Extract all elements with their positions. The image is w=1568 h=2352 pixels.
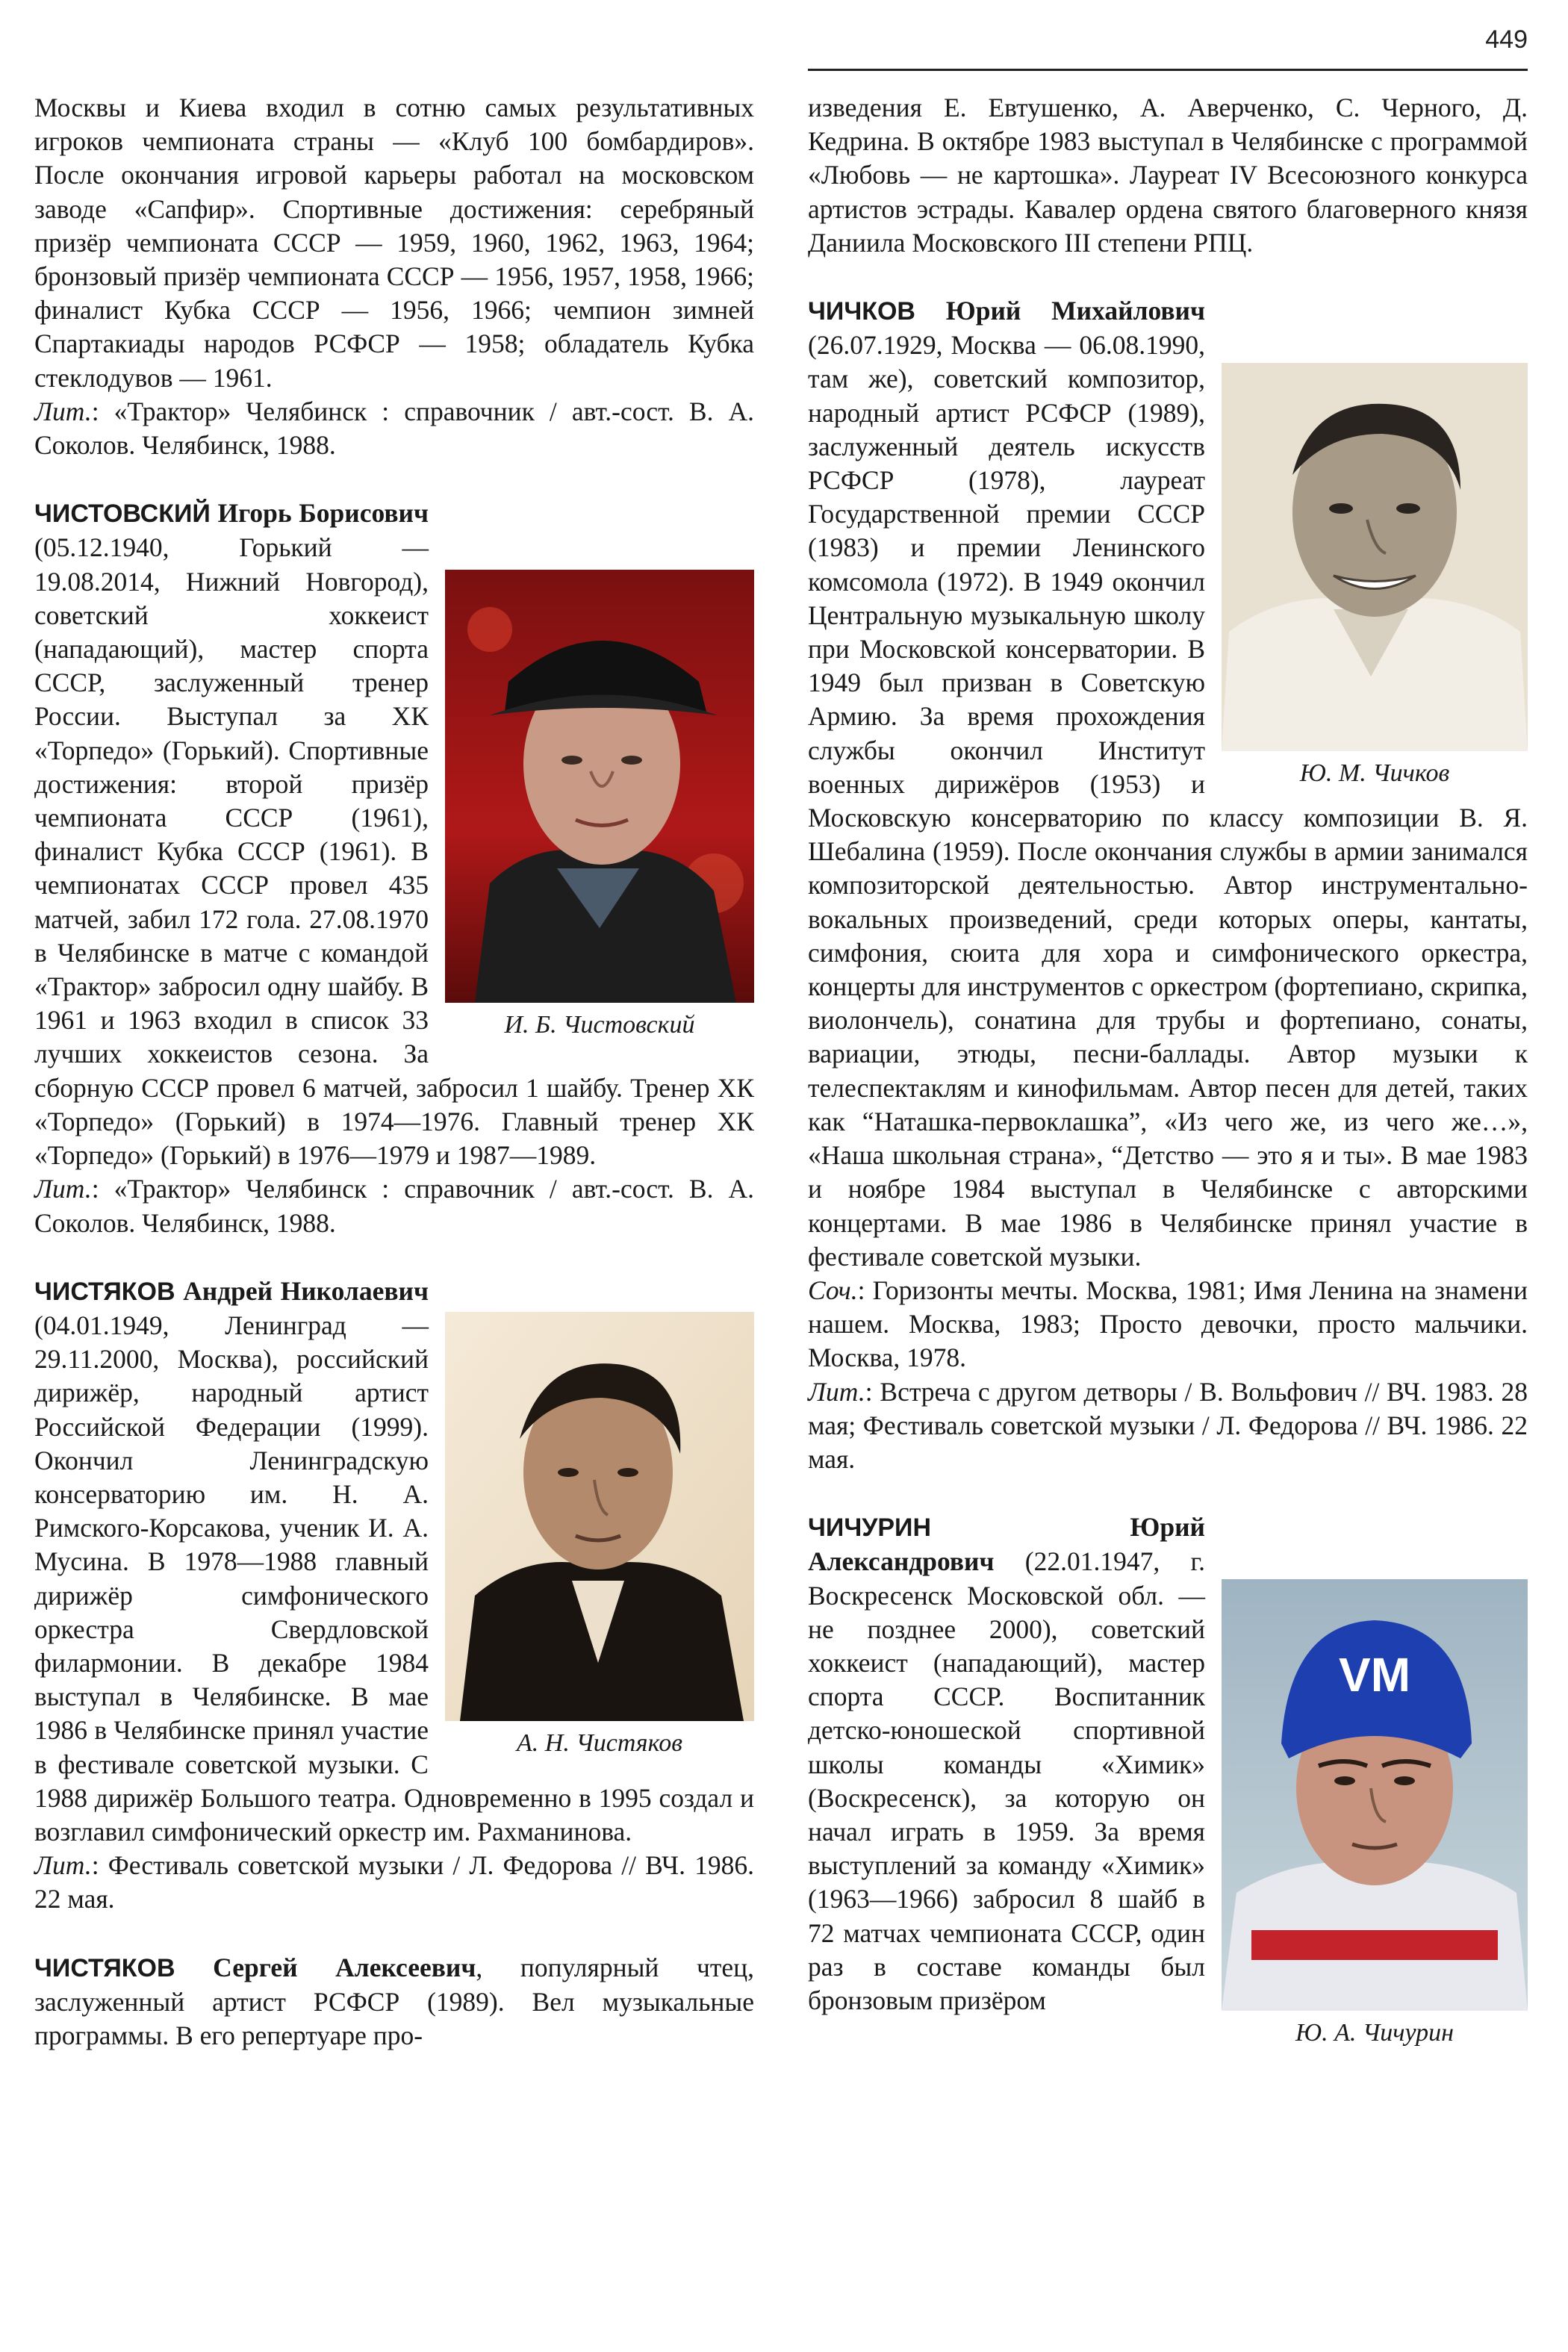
entry-continuation-right <box>808 91 1528 260</box>
lit-label: Лит. <box>34 1850 92 1881</box>
right-column <box>808 91 1528 2050</box>
literature-ref <box>34 1849 754 1916</box>
lit-text: : «Трактор» Челябинск : справочник / авт.-сост. В. А. Соколов. Челябинск, 1988. <box>34 396 754 461</box>
headword-given-names: Юрий Михайлович <box>945 296 1205 326</box>
lit-text: : Встреча с другом детворы / В. Вольфович // ВЧ. 1983. 28 мая; Фестиваль советской музыки / Л. Федорова // ВЧ. 1986. 22 мая. <box>808 1376 1528 1474</box>
lit-label: Лит. <box>34 396 92 426</box>
lit-label: Лит. <box>34 1174 92 1204</box>
portrait-image <box>445 570 754 1003</box>
entry-text: изведения Е. Евтушенко, А. Аверченко, С. Черного, Д. Кедрина. В октябре 1983 выступал в Челябинске с программой «Любовь — не картошка». Лауреат IV Всесоюзного конкурса артистов эстрады. Кавалер ордена святого благоверного князя Даниила Московского III степени РПЦ. <box>808 93 1528 258</box>
headword-given-names: Игорь Борисович <box>217 498 429 529</box>
works-text: : Горизонты мечты. Москва, 1981; Имя Ленина на знамени нашем. Москва, 1983; Просто девочки, просто мальчики. Москва, 1978. <box>808 1275 1528 1373</box>
figure-chistovsky <box>445 570 754 1042</box>
figure-chichurin <box>1222 1579 1528 2050</box>
portrait-image <box>1222 363 1528 751</box>
headword-surname: ЧИСТОВСКИЙ <box>34 500 211 529</box>
literature-ref <box>34 395 754 462</box>
portrait-photo <box>445 570 754 1003</box>
header-rule <box>808 69 1528 71</box>
entry-body: (04.01.1949, Ленинград — 29.11.2000, Москва), российский дирижёр, народный артист Российской Федерации (1999). Окончил Ленинградскую консерваторию им. Н. А. Римского-Корсакова, ученик И. А. Мусина. В 1978—1988 главный дирижёр симфонического оркестра Свердловской филармонии. В декабре 1984 выступал в Челябинске. В мае 1986 в Челябинске принял участие в фестивале советской музыки. С 1988 дирижёр Большого театра. Одновременно в 1995 создал и возглавил симфонический оркестр им. Рахманинова. <box>34 1310 754 1847</box>
left-column <box>34 91 754 2053</box>
headword-surname: ЧИЧКОВ <box>808 297 915 326</box>
portrait-photo <box>1222 363 1528 751</box>
lit-label: Лит. <box>808 1376 865 1407</box>
headword-surname: ЧИСТЯКОВ <box>34 1277 175 1306</box>
entry-body: (22.01.1947, г. Воскресенск Московской обл. — не позднее 2000), советский хоккеист (нападающий), мастер спорта СССР. Воспитанник детско-юношеской спортивной школы команды «Химик» (Воскресенск), за которую он начал играть в 1959. За время выступлений за команду «Химик» (1963—1966) забросил 8 шайб в 72 матчах чемпионата СССР, один раз в составе команды был бронзовым призёром <box>808 1546 1205 2015</box>
literature-ref <box>808 1375 1528 1477</box>
portrait-photo <box>445 1312 754 1721</box>
lit-text: : Фестиваль советской музыки / Л. Федорова // ВЧ. 1986. 22 мая. <box>34 1850 754 1914</box>
entry-text: Москвы и Киева входил в сотню самых результативных игроков чемпионата страны — «Клуб 100 бомбардиров». После окончания игровой карьеры работал на московском заводе «Сапфир». Спортивные достижения: серебряный призёр чемпионата СССР — 1959, 1960, 1962, 1963, 1964; бронзовый призёр чемпионата СССР — 1956, 1957, 1958, 1966; финалист Кубка СССР — 1956, 1966; чемпион зимней Спартакиады народов РСФСР — 1958; обладатель Кубка стеклодувов — 1961. <box>34 93 754 393</box>
portrait-image <box>445 1312 754 1721</box>
entry-chichkov <box>808 294 1528 1476</box>
headword-given-names: Андрей Николаевич <box>183 1275 429 1306</box>
entry-continuation-left <box>34 91 754 462</box>
figure-chistyakov-andrey <box>445 1312 754 1760</box>
page-number: 449 <box>1485 25 1528 54</box>
literature-ref <box>34 1172 754 1239</box>
photo-caption: Ю. М. Чичков <box>1299 759 1450 788</box>
lit-text: : «Трактор» Челябинск : справочник / авт.-сост. В. А. Соколов. Челябинск, 1988. <box>34 1174 754 1238</box>
entry-chichurin <box>808 1511 1528 2047</box>
headword-given-names: Юрий Александрович <box>808 1512 1205 1577</box>
works-label: Соч. <box>808 1275 858 1305</box>
headword-surname: ЧИСТЯКОВ <box>34 1953 175 1982</box>
photo-caption: И. Б. Чистовский <box>504 1011 695 1039</box>
photo-caption: А. Н. Чистяков <box>517 1729 682 1757</box>
figure-chichkov <box>1222 363 1528 790</box>
entry-text <box>34 1951 754 2053</box>
entry-body: (26.07.1929, Москва — 06.08.1990, там же), советский композитор, народный артист РСФСР (1989), заслуженный деятель искусств РСФСР (1978), лауреат Государственной премии СССР (1983) и премии Ленинского комсомола (1972). В 1949 окончил Центральную музыкальную школу при Московской консерватории. В 1949 был призван в Советскую Армию. За время прохождения службы окончил Институт военных дирижёров (1953) и Московскую консерваторию по классу композиции В. Я. Шебалина (1959). После окончания службы в армии занимался композиторской деятельностью. Автор инструментально-вокальных произведений, среди которых оперы, кантаты, симфония, сюита для хора и симфонического оркестра, концерты для инструментов с оркестром (фортепиано, скрипка, виолончель), сонатина для трубы и фортепиано, сонаты, вариации, этюды, песни-баллады. Автор музыки к телеспектаклям и кинофильмам. Автор песен для детей, таких как “Наташка-первоклашка”, «Из чего же, из чего же…», «Наша школьная страна», “Детство — это я и ты». В мае 1983 и ноябре 1984 выступал в Челябинске с авторскими концертами. В мае 1986 в Челябинске принял участие в фестивале советской музыки. <box>808 330 1528 1272</box>
photo-caption: Ю. А. Чичурин <box>1295 2019 1455 2047</box>
headword-surname: ЧИЧУРИН <box>808 1513 932 1543</box>
headword-given-names: Сергей Алексеевич <box>213 1952 476 1982</box>
entry-chistyakov-andrey <box>34 1275 754 1917</box>
portrait-image <box>1222 1579 1528 2011</box>
entry-chistovsky <box>34 497 754 1239</box>
entry-chistyakov-sergey <box>34 1951 754 2053</box>
works-ref <box>808 1274 1528 1375</box>
portrait-photo <box>1222 1579 1528 2011</box>
entry-body: (05.12.1940, Горький — 19.08.2014, Нижний Новгород), советский хоккеист (нападающий), мастер спорта СССР, заслуженный тренер России. Выступал за ХК «Торпедо» (Горький). Спортивные достижения: второй призёр чемпионата СССР (1961), финалист Кубка СССР (1961). В чемпионатах СССР провел 435 матчей, забил 172 гола. 27.08.1970 в Челябинске в матче с командой «Трактор» забросил одну шайбу. В 1961 и 1963 входил в список 33 лучших хоккеистов сезона. За сборную СССР провел 6 матчей, забросил 1 шайбу. Тренер ХК «Торпедо» (Горький) в 1974—1976. Главный тренер ХК «Торпедо» (Горький) в 1976—1979 и 1987—1989. <box>34 532 754 1171</box>
entry-body: , популярный чтец, заслуженный артист РСФСР (1989). Вел музыкальные программы. В его репертуаре про- <box>34 1952 755 2050</box>
helmet-lettering: VM <box>1339 1648 1410 1702</box>
